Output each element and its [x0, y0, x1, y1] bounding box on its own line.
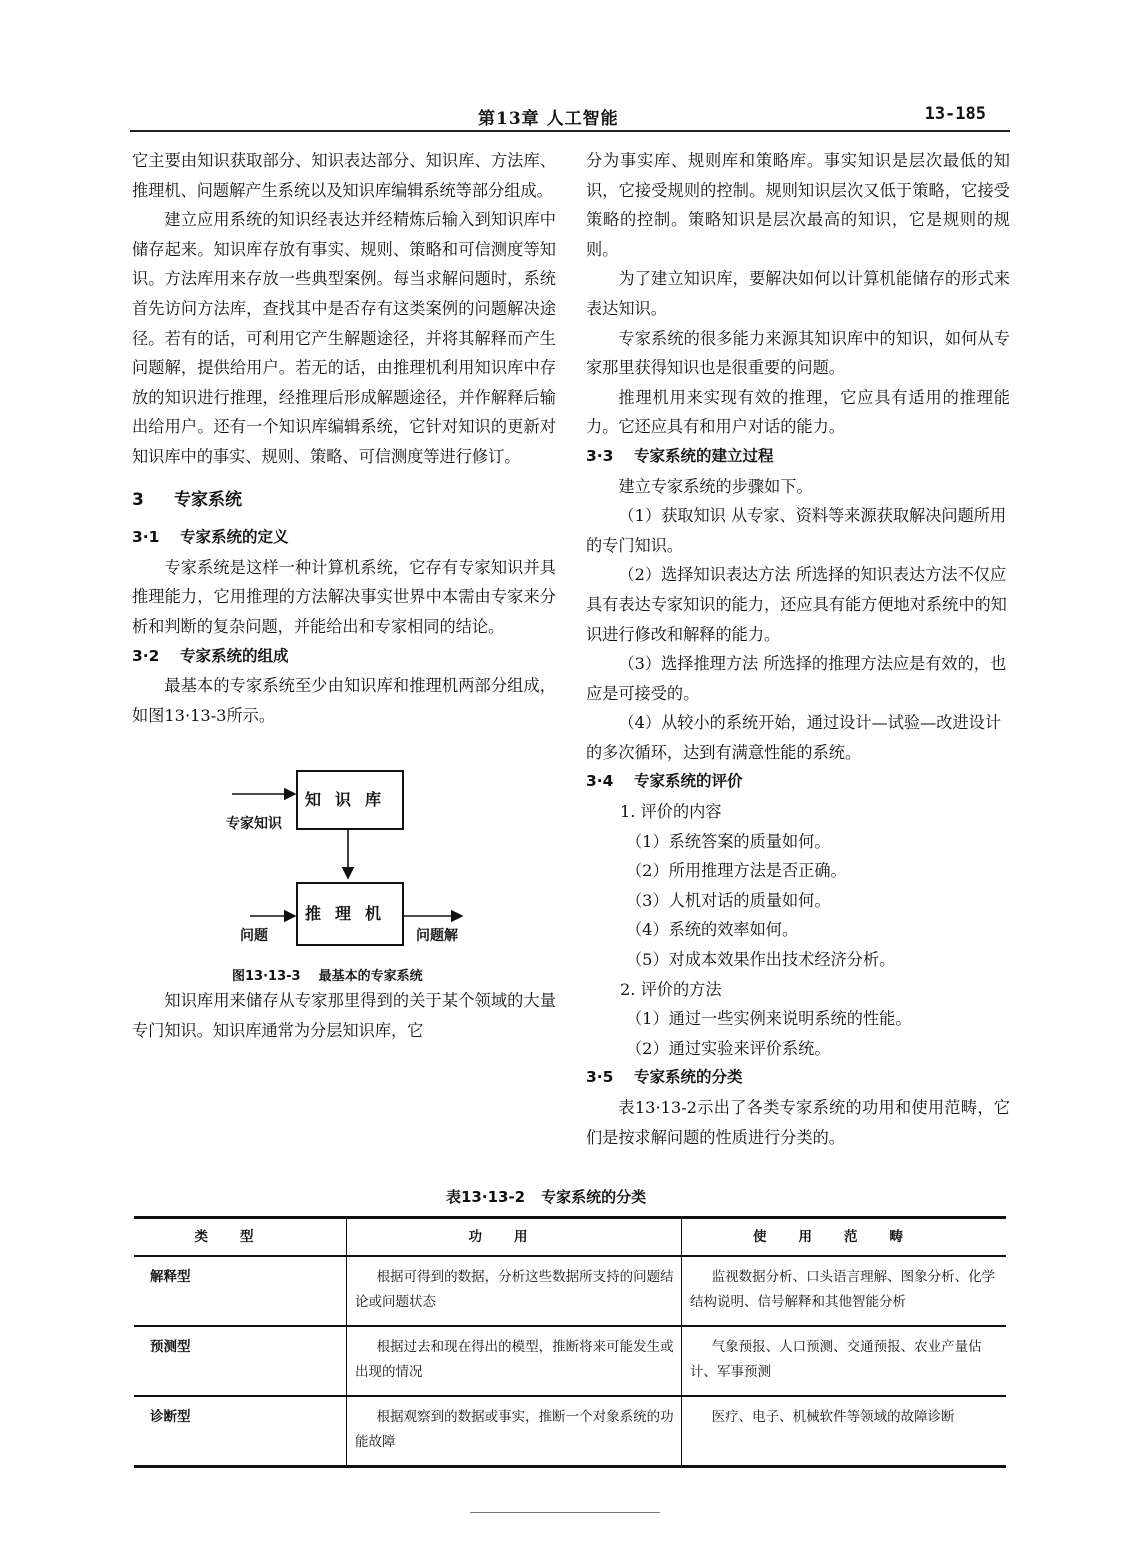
cell-function [347, 1326, 682, 1396]
eval-item: （5）对成本效果作出技术经济分析。 [626, 950, 896, 970]
table-title [446, 1186, 646, 1207]
column-header-type: 类型 [134, 1218, 347, 1257]
paragraph: 表13·13-2示出了各类专家系统的功用和使用范畴，它们是按求解问题的性质进行分类的。 [586, 1098, 1010, 1147]
paragraph: 它主要由知识获取部分、知识表达部分、知识库、方法库、推理机、问题解产生系统以及知识库编辑系统等部分组成。 [132, 151, 556, 200]
cell-type: 预测型 [134, 1326, 347, 1396]
cell-scope [682, 1256, 1007, 1326]
paragraph: 建立专家系统的步骤如下。 [618, 476, 813, 496]
subsection-title: 专家系统的定义 [180, 528, 289, 547]
cell-function-text: 根据可得到的数据，分析这些数据所支持的问题结论或问题状态 [355, 1269, 674, 1310]
cell-function-text: 根据观察到的数据或事实，推断一个对象系统的功能故障 [355, 1409, 674, 1450]
subsection-heading [586, 767, 1010, 797]
table-title-text: 专家系统的分类 [541, 1188, 647, 1206]
paragraph: 建立应用系统的知识经表达并经精炼后输入到知识库中储存起来。知识库存放有事实、规则、策略和可信测度等知识。方法库用来存放一些典型案例。每当求解问题时，系统首先访问方法库，查找其中是否存有这类案例的问题解决途径。若有的话，可利用它产生解题途径，并将其解释而产生问题解，提供给用户。若无的话，由推理机利用知识库中存放的知识进行推理，经推理后形成解题途径，并作解释后输出给用户。还有一个知识库编辑系统，它针对知识的更新对知识库中的事实、规则、策略、可信测度等进行修订。 [132, 210, 556, 466]
paragraph: 为了建立知识库，要解决如何以计算机能储存的形式来表达知识。 [586, 269, 1010, 318]
column-header-scope: 使用范畴 [682, 1218, 1007, 1257]
step-item: （2）选择知识表达方法 所选择的知识表达方法不仅应具有表达专家知识的能力，还应具有能方便地对系统中的知识进行修改和解释的能力。 [586, 565, 1007, 644]
figure-caption [232, 962, 423, 992]
subsection-heading [586, 442, 1010, 472]
table-number: 表13·13-2 [446, 1188, 526, 1206]
cell-scope-text: 医疗、电子、机械软件等领域的故障诊断 [711, 1409, 955, 1425]
paragraph: 知识库用来储存从专家那里得到的关于某个领域的大量专门知识。知识库通常为分层知识库，它 [132, 991, 556, 1040]
paragraph: 分为事实库、规则库和策略库。事实知识是层次最低的知识，它接受规则的控制。规则知识层次又低于策略，它接受策略的控制。策略知识是层次最高的知识，它是规则的规则。 [586, 151, 1010, 259]
figure-caption-text: 最基本的专家系统 [318, 969, 423, 985]
subsection-heading [132, 642, 556, 672]
eval-item: （3）人机对话的质量如何。 [626, 890, 831, 910]
step-item: （3）选择推理方法 所选择的推理方法应是有效的，也应是可接受的。 [586, 654, 1007, 703]
step-item: （1）获取知识 从专家、资料等来源获取解决问题所用的专门知识。 [586, 506, 1007, 555]
subsection-number: 3·3 [586, 446, 614, 465]
subsection-number: 3·5 [586, 1068, 614, 1087]
paragraph: 专家系统是这样一种计算机系统，它存有专家知识并具推理能力，它用推理的方法解决事实世界中本需由专家来分析和判断的复杂问题，并能给出和专家相同的结论。 [132, 557, 556, 636]
section-number: 3 [132, 489, 144, 510]
eval-item: （1）系统答案的质量如何。 [626, 831, 831, 851]
eval-item: （4）系统的效率如何。 [626, 920, 799, 940]
subsection-heading [132, 523, 556, 553]
paragraph: 最基本的专家系统至少由知识库和推理机两部分组成，如图13·13-3所示。 [132, 676, 556, 725]
subsection-heading [586, 1063, 1010, 1093]
right-column [586, 146, 1010, 1152]
eval-method-item: （2）通过实验来评价系统。 [626, 1038, 831, 1058]
eval-item: （2）所用推理方法是否正确。 [626, 861, 847, 881]
subsection-number: 3·2 [132, 646, 160, 665]
inference-engine-box: 推理机 [296, 882, 404, 946]
knowledge-base-box: 知识库 [296, 770, 404, 830]
column-header-function: 功用 [347, 1218, 682, 1257]
footer-rule [470, 1512, 660, 1513]
subsection-title: 专家系统的建立过程 [634, 446, 774, 465]
paragraph: 推理机用来实现有效的推理，它应具有适用的推理能力。它还应具有和用户对话的能力。 [586, 387, 1010, 437]
cell-type: 诊断型 [134, 1396, 347, 1467]
paragraph: 专家系统的很多能力来源其知识库中的知识，如何从专家那里获得知识也是很重要的问题。 [586, 328, 1010, 378]
eval-method-title: 2. 评价的方法 [620, 979, 722, 999]
section-title: 专家系统 [174, 489, 242, 510]
solution-label: 问题解 [416, 928, 458, 945]
subsection-number: 3·4 [586, 772, 614, 791]
chapter-title: 第13章 人工智能 [478, 109, 619, 129]
cell-scope [682, 1326, 1007, 1396]
cell-scope [682, 1396, 1007, 1467]
eval-method-item: （1）通过一些实例来说明系统的性能。 [626, 1009, 912, 1029]
subsection-number: 3·1 [132, 528, 160, 547]
subsection-title: 专家系统的分类 [634, 1068, 743, 1087]
cell-type: 解释型 [134, 1256, 347, 1326]
cell-scope-text: 气象预报、人口预测、交通预报、农业产量估计、军事预测 [690, 1339, 982, 1380]
cell-function [347, 1396, 682, 1467]
cell-scope-text: 监视数据分析、口头语言理解、图象分析、化学结构说明、信号解释和其他智能分析 [690, 1269, 996, 1310]
cell-function-text: 根据过去和现在得出的模型，推断将来可能发生或出现的情况 [355, 1339, 674, 1380]
problem-label: 问题 [240, 928, 268, 945]
subsection-title: 专家系统的组成 [180, 646, 289, 665]
cell-function [347, 1256, 682, 1326]
table-row [134, 1396, 1006, 1467]
table-row [134, 1326, 1006, 1396]
table-header-row [134, 1218, 1006, 1257]
expert-knowledge-label: 专家知识 [226, 816, 282, 833]
subsection-title: 专家系统的评价 [634, 772, 743, 791]
page-header [130, 100, 1010, 132]
left-column [132, 146, 556, 1045]
step-item: （4）从较小的系统开始，通过设计—试验—改进设计的多次循环，达到有满意性能的系统。 [586, 713, 1002, 762]
eval-content-title: 1. 评价的内容 [620, 802, 722, 822]
table-row [134, 1256, 1006, 1326]
expert-system-diagram [132, 736, 556, 986]
section-heading [132, 486, 556, 516]
figure-number: 图13·13-3 [232, 969, 301, 985]
page-number: 13-185 [924, 104, 986, 124]
classification-table [134, 1216, 1006, 1468]
